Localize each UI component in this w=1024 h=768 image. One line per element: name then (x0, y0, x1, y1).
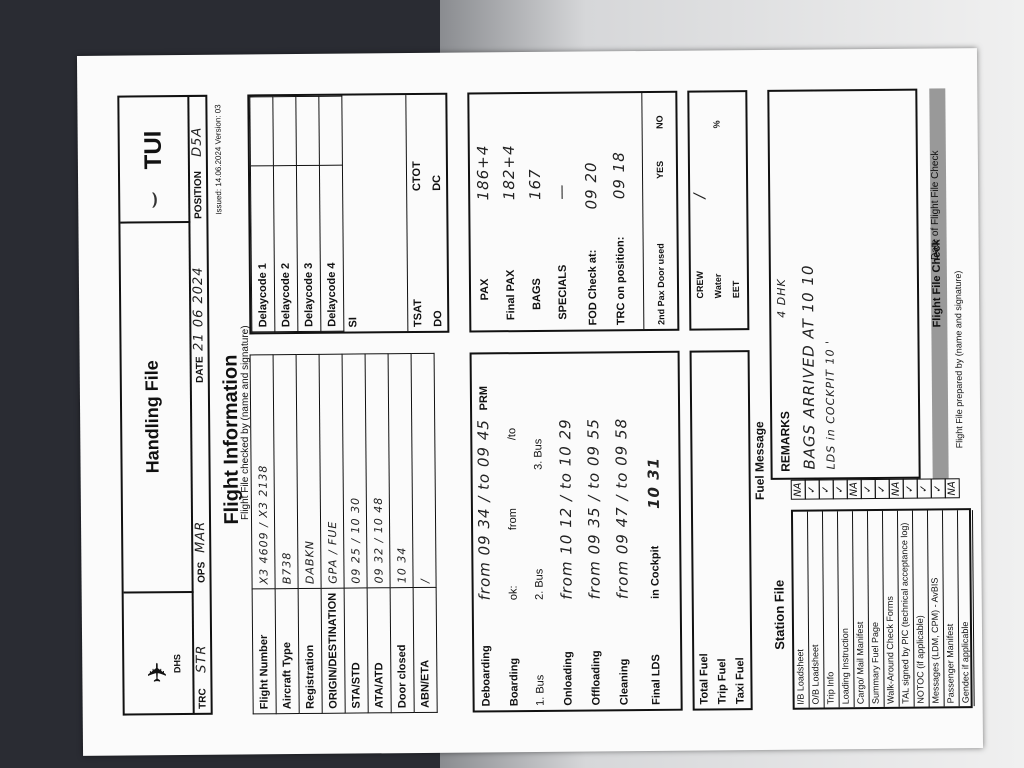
door-label: 2nd Pax Door used (655, 243, 667, 325)
fod-label: FOD Check at: (586, 249, 600, 326)
pax-value: 186+4 (473, 144, 493, 201)
station-file-item (838, 511, 855, 707)
specials-value: — (552, 183, 571, 200)
prepared-by-label: Flight File prepared by (name and signature) (952, 270, 965, 449)
crew-value: / (690, 192, 709, 199)
issued-note: Issued: 14.06.2024 Version: 03 (213, 104, 224, 215)
final-pax-label: Final PAX (504, 269, 518, 321)
station-item-checkbox[interactable]: ✓ (805, 479, 820, 499)
station-file-item (913, 511, 930, 707)
taxi-fuel-label: Taxi Fuel (734, 657, 747, 705)
station-item-checkbox[interactable]: ✓ (819, 479, 834, 499)
station-item-checkbox[interactable]: ✓ (931, 478, 946, 498)
dc-label: DC (431, 174, 444, 191)
station-item-label: Gendec if applicable (959, 621, 971, 704)
cleaning-value: from 09 47 / to 09 58 (612, 417, 632, 600)
crew-label: CREW (694, 270, 706, 299)
handling-file-sheet (77, 48, 983, 756)
cleaning-label: Cleaning (618, 658, 631, 706)
delay-row (250, 97, 275, 332)
station-file-item (883, 511, 900, 707)
tui-logo (119, 95, 190, 224)
in-cockpit-value: 10 31 (644, 456, 663, 510)
delay-code-cell (250, 97, 274, 166)
crew-water-box (687, 90, 749, 331)
station-file-item (793, 512, 810, 708)
boarding-from: from (506, 508, 520, 531)
flight-row-value: 10 34 (388, 354, 413, 588)
onloading-value: from 10 12 / to 10 29 (556, 418, 576, 600)
flight-row (411, 353, 437, 712)
flight-row (388, 354, 414, 713)
pax-label: PAX (478, 278, 492, 301)
bags-label: BAGS (530, 278, 544, 310)
remarks-box (767, 89, 920, 480)
page-title: Handling File (141, 360, 163, 474)
tui-smile-icon: ⌣ (136, 190, 168, 210)
date-of-check-label: Date of Flight File Check (930, 150, 941, 260)
station-item-label: Messages (LDM, CPM) - AvBIS (929, 577, 941, 704)
logo-text: DHS (172, 654, 183, 674)
station-item-label: Passenger Manifest (944, 623, 956, 704)
flight-row-value: 09 25 / 10 30 (342, 354, 367, 588)
flight-row-label: ABN/ETA (413, 587, 437, 712)
station-item-label: O/B Loadsheet (810, 644, 821, 705)
station-file-box (791, 508, 973, 710)
in-cockpit-label: in Cockpit (649, 545, 662, 599)
bus3-label: 3. Bus (532, 438, 545, 470)
flight-row (273, 355, 299, 714)
final-pax-value: 182+4 (499, 144, 519, 201)
delay-code-label: Delaycode 4 (319, 165, 343, 331)
offloading-label: Offloading (590, 650, 603, 706)
delay-code-label: Delaycode 2 (273, 166, 297, 332)
onloading-label: Onloading (562, 651, 575, 706)
flight-row-label: Flight Number (252, 589, 276, 714)
door-no: NO (654, 115, 665, 129)
flight-row-label: ATA/ATD (367, 588, 391, 713)
fuel-message-label: Fuel Message (752, 421, 767, 501)
header-box (117, 95, 212, 716)
checked-by-label: Flight File checked by (name and signature) (240, 325, 251, 520)
station-item-label: Cargo/ Mail Manifest (854, 621, 866, 705)
station-file-item (958, 510, 975, 706)
water-pct: % (711, 120, 722, 129)
flight-file-check-bar: Flight File Check (929, 88, 948, 478)
station-file-item (898, 511, 915, 707)
flight-row-label: STA/STD (344, 588, 368, 713)
ops-label: OPS (196, 561, 208, 583)
flight-row-label: Registration (298, 588, 322, 713)
station-item-label: I/B Loadsheet (795, 649, 806, 705)
tsat-label: TSAT (412, 299, 425, 328)
flight-row (365, 354, 391, 713)
water-label: Water (712, 273, 724, 299)
total-fuel-label: Total Fuel (698, 653, 711, 705)
station-item-checkbox[interactable]: ✓ (903, 479, 918, 499)
trc-label: TRC (197, 688, 209, 709)
prm-label: PRM (477, 385, 491, 411)
station-item-checkbox[interactable]: NA (791, 480, 806, 500)
specials-label: SPECIALS (556, 264, 570, 320)
fod-value: 09 20 (581, 161, 601, 210)
flight-row (250, 355, 276, 714)
ground-handling-box (470, 351, 683, 713)
remarks-line3: LDS in COCKPIT 10 ' (823, 339, 838, 470)
flight-row (319, 354, 345, 713)
station-item-label: Trip Info (825, 671, 836, 705)
station-item-label: Walk-Around Check Forms (884, 596, 896, 704)
pax-box (467, 91, 679, 333)
delay-code-label: Delaycode 1 (250, 166, 274, 332)
date-value: 21 06 2024 (190, 266, 207, 351)
airplane-icon: ✈ (142, 661, 173, 684)
flight-row-label: ORIGIN/DESTINATION (321, 588, 345, 713)
remarks-line2: BAGS ARRIVED AT 10 10 (798, 264, 819, 470)
position-label: POSITION (192, 171, 205, 219)
delay-code-label: Delaycode 3 (296, 165, 320, 331)
flight-row (296, 354, 322, 713)
delay-row (273, 97, 298, 332)
trc-position-value: 09 18 (609, 151, 629, 200)
remarks-line1: 4 DHK (774, 278, 789, 318)
flight-row-value: B738 (273, 355, 298, 589)
station-file-item (928, 510, 945, 706)
bags-value: 167 (525, 168, 545, 201)
do-label: DO (432, 310, 445, 327)
station-item-checkbox[interactable]: ✓ (833, 479, 848, 499)
deboarding-label: Deboarding (480, 645, 493, 707)
dhs-logo (124, 591, 195, 714)
station-file-title: Station File (771, 579, 788, 650)
deboarding-value: from 09 34 / to 09 45 (474, 419, 494, 601)
delay-row (319, 96, 344, 331)
station-item-checkbox[interactable]: NA (945, 478, 960, 498)
ok-label: ok: (507, 585, 520, 601)
delay-row (296, 96, 321, 331)
station-file-item (808, 511, 825, 707)
station-item-checkbox[interactable]: ✓ (917, 478, 932, 498)
station-item-label: Summary Fuel Page (869, 621, 881, 705)
delay-code-cell (319, 96, 343, 165)
flight-row-value: 09 32 / 10 48 (365, 354, 390, 588)
station-item-label: Loading Instruction (839, 628, 851, 705)
station-item-checkbox[interactable]: NA (847, 479, 862, 499)
eet-label: EET (730, 280, 742, 299)
ops-value: MAR (193, 520, 209, 553)
delay-box (247, 93, 449, 335)
bus2-label: 2. Bus (533, 568, 546, 600)
delay-table (249, 96, 344, 333)
flight-row-label: Aircraft Type (275, 589, 299, 714)
boarding-to: /to (506, 427, 519, 441)
flight-row-value: DABKN (296, 354, 321, 588)
station-item-label: NOTOC (if applicable) (914, 615, 926, 704)
flight-info-table (250, 353, 438, 715)
station-item-checkbox[interactable]: NA (889, 479, 904, 499)
delay-code-cell (273, 97, 297, 166)
station-item-label: TAL signed by PIC (technical acceptance log) (899, 522, 911, 704)
date-label: DATE (194, 356, 206, 383)
station-file-item (823, 511, 840, 707)
header-fields (187, 97, 212, 713)
station-file-item (853, 511, 870, 707)
station-file-item (868, 511, 885, 707)
boarding-label: Boarding (508, 657, 521, 707)
station-file-item (943, 510, 960, 706)
door-row (641, 93, 667, 329)
flight-row-label: Door closed (390, 588, 414, 713)
flight-row-value: GPA / FUE (319, 354, 344, 588)
flight-row-value: / (411, 353, 436, 587)
trc-position-label: TRC on position: (614, 236, 628, 326)
remarks-title: REMARKS (778, 411, 793, 472)
door-yes: YES (654, 160, 666, 179)
delay-code-cell (296, 96, 320, 165)
position-value: D5A (189, 126, 205, 157)
station-item-checkbox[interactable]: ✓ (875, 479, 890, 499)
trc-value: STR (194, 644, 210, 673)
brand-name: TUI (139, 130, 167, 170)
final-lds-label: Final LDS (650, 654, 663, 705)
trip-fuel-label: Trip Fuel (716, 658, 729, 705)
ctot-label: CTOT (410, 161, 424, 192)
fuel-box (690, 350, 753, 711)
si-label: SI (347, 317, 360, 328)
flight-row (342, 354, 368, 713)
bus1-label: 1. Bus (534, 674, 547, 706)
flight-information-title: Flight Information (219, 354, 244, 525)
tsat-row (405, 95, 445, 331)
offloading-value: from 09 35 / to 09 55 (584, 418, 604, 600)
flight-row-value: X3 4609 / X3 2138 (250, 355, 275, 589)
station-item-checkbox[interactable]: ✓ (861, 479, 876, 499)
